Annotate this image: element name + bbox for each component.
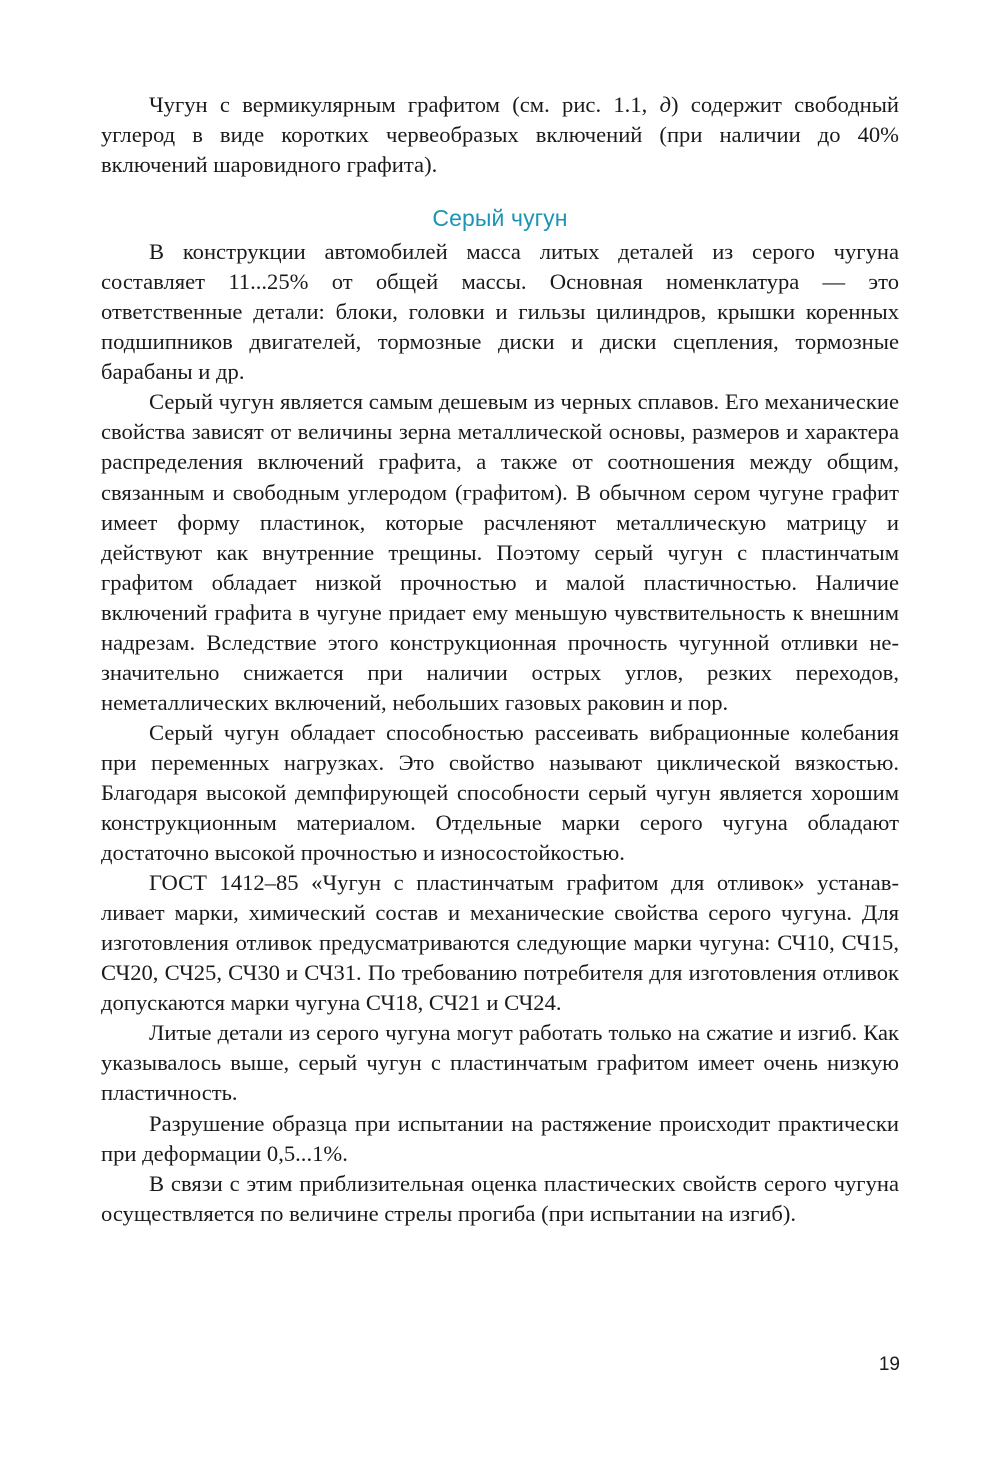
- paragraph-intro: [101, 90, 899, 180]
- intro-text-after: ) содержит свободный углерод в виде коротких червеобразых включений (при наличии до 40% включений шаровидного графита).: [101, 92, 899, 178]
- intro-figure-letter: д: [659, 92, 671, 117]
- page-number: 19: [878, 1354, 900, 1375]
- section-heading: Серый чугун: [432, 205, 568, 232]
- paragraph: Серый чугун является самым дешевым из черных сплавов. Его механические свойства зависят от величины зерна металлической основы, размеров и характера распределения включений графита, а также от соотношения между общим, связанным и свободным углеродом (графитом). В обычном сером чугуне графит имеет форму пластинок, которые расчленяют металлическую матрицу и действуют как внутренние трещины. Поэтому серый чугун с пластинчатым графитом обладает низкой прочностью и малой пластичностью. Наличие включений графита в чугуне придает ему меньшую чувствительность к внешним надрезам. Вследствие этого конструкционная прочность чугунной отливки незначительно снижается при наличии острых углов, резких переходов, неметаллических включений, небольших газовых раковин и пор.: [101, 389, 899, 715]
- page-body: [101, 90, 899, 1229]
- paragraph: В конструкции автомобилей масса литых деталей из серого чугуна составляет 11...25% от общей массы. Основная номенклатура — это ответственные детали: блоки, головки и гильзы цилиндров, крышки коренных подшипников двигателей, тормозные диски и диски сцепления, тормозные барабаны и др.: [101, 239, 899, 385]
- intro-text-before: Чугун с вермикулярным графитом (см. рис. 1.1,: [149, 92, 660, 117]
- paragraph: Разрушение образца при испытании на растяжение происходит практически при деформации 0,5...1%.: [101, 1110, 899, 1166]
- paragraph: Серый чугун обладает способностью рассеивать вибрационные колебания при переменных нагрузках. Это свойство называют циклической вязкостью. Благодаря высокой демпфирующей способности серый чугун является хорошим конструкционным материалом. Отдельные марки серого чугуна обладают достаточно высокой прочностью и износостойкостью.: [101, 719, 899, 866]
- paragraph: ГОСТ 1412–85 «Чугун с пластинчатым графитом для отливок» устанавливает марки, химический состав и механические свойства серого чугуна. Для изготовления отливок предусматриваются следующие марки чугуна: СЧ10, СЧ15, СЧ20, СЧ25, СЧ30 и СЧ31. По требованию потребителя для изготовления отливок допускаются марки чугуна СЧ18, СЧ21 и СЧ24.: [101, 870, 899, 1016]
- paragraph: В связи с этим приблизительная оценка пластических свойств серого чугуна осуществляется по величине стрелы прогиба (при испытании на изгиб).: [101, 1170, 899, 1226]
- paragraph: Литые детали из серого чугуна могут работать только на сжатие и изгиб. Как указывалось выше, серый чугун с пластинчатым графитом имеет очень низкую пластичность.: [101, 1020, 899, 1106]
